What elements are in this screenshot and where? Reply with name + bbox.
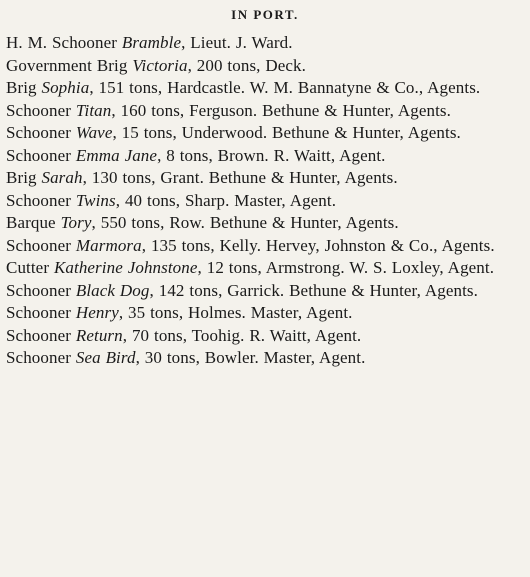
vessel-details: , 200 tons, Deck.	[187, 55, 306, 75]
vessel-details: , 151 tons, Hardcastle. W. M. Bannatyne & Co., Agents.	[89, 78, 481, 97]
vessel-entry	[6, 280, 524, 303]
vessel-type: Schooner	[6, 145, 72, 165]
vessel-details: , 30 tons, Bowler. Master, Agent.	[135, 348, 366, 367]
section-heading: IN PORT.	[231, 7, 299, 22]
vessel-name: Sarah	[41, 168, 83, 187]
vessel-entry	[6, 325, 524, 348]
vessel-name: Sea Bird	[75, 348, 136, 367]
vessel-details: , 8 tons, Brown. R. Waitt, Agent.	[157, 145, 386, 165]
vessel-details: , 135 tons, Kelly. Hervey, Johnston & Co., Agents.	[141, 235, 495, 255]
vessel-name: Black Dog	[75, 280, 150, 300]
vessel-details: , 550 tons, Row. Bethune & Hunter, Agents.	[91, 213, 399, 232]
vessel-name: Sophia	[41, 78, 90, 97]
vessel-type: Cutter	[6, 258, 50, 277]
vessel-name: Katherine Johnstone	[53, 258, 198, 277]
vessel-entry	[6, 32, 524, 55]
vessel-type: Schooner	[6, 190, 72, 210]
vessel-entry	[6, 212, 524, 235]
vessel-name: Bramble	[121, 33, 182, 52]
vessel-name: Titan	[75, 100, 112, 120]
vessel-details: , 40 tons, Sharp. Master, Agent.	[115, 190, 337, 210]
vessel-type: Schooner	[6, 100, 72, 120]
vessel-details: , 35 tons, Holmes. Master, Agent.	[118, 303, 353, 322]
vessel-entry	[6, 347, 524, 370]
vessel-entry	[6, 235, 524, 258]
vessel-details: , 70 tons, Toohig. R. Waitt, Agent.	[122, 325, 362, 345]
vessel-details: , 15 tons, Underwood. Bethune & Hunter, Agents.	[112, 123, 461, 142]
vessel-type: Schooner	[6, 235, 72, 255]
vessel-name: Return	[75, 325, 123, 345]
vessel-details: , 12 tons, Armstrong. W. S. Loxley, Agent.	[197, 258, 495, 277]
vessel-entry	[6, 302, 524, 325]
vessel-entry	[6, 257, 524, 280]
vessel-name: Tory	[60, 213, 92, 232]
vessel-entry	[6, 55, 524, 78]
vessel-entry	[6, 167, 524, 190]
vessel-type: Brig	[6, 168, 37, 187]
vessel-type: H. M. Schooner	[6, 33, 117, 52]
vessel-type: Schooner	[6, 280, 72, 300]
vessel-details: , 160 tons, Ferguson. Bethune & Hunter, Agents.	[111, 100, 451, 120]
vessel-type: Government Brig	[6, 55, 128, 75]
vessel-name: Twins	[75, 190, 116, 210]
vessel-name: Wave	[75, 123, 113, 142]
vessel-name: Henry	[75, 303, 119, 322]
vessel-entry	[6, 190, 524, 213]
vessel-name: Victoria	[132, 55, 188, 75]
vessel-entry	[6, 122, 524, 145]
vessel-type: Brig	[6, 78, 37, 97]
vessel-name: Marmora	[75, 235, 142, 255]
vessel-type: Barque	[6, 213, 56, 232]
vessel-type: Schooner	[6, 325, 72, 345]
vessel-entry	[6, 100, 524, 123]
vessel-details: , 130 tons, Grant. Bethune & Hunter, Agents.	[82, 168, 398, 187]
vessel-type: Schooner	[6, 348, 72, 367]
vessel-details: , 142 tons, Garrick. Bethune & Hunter, Agents.	[149, 280, 478, 300]
vessel-details: , Lieut. J. Ward.	[181, 33, 293, 52]
vessel-entry	[6, 145, 524, 168]
vessel-type: Schooner	[6, 123, 72, 142]
vessel-type: Schooner	[6, 303, 72, 322]
vessel-entry	[6, 77, 524, 100]
vessel-name: Emma Jane	[75, 145, 158, 165]
vessel-list	[6, 32, 524, 370]
